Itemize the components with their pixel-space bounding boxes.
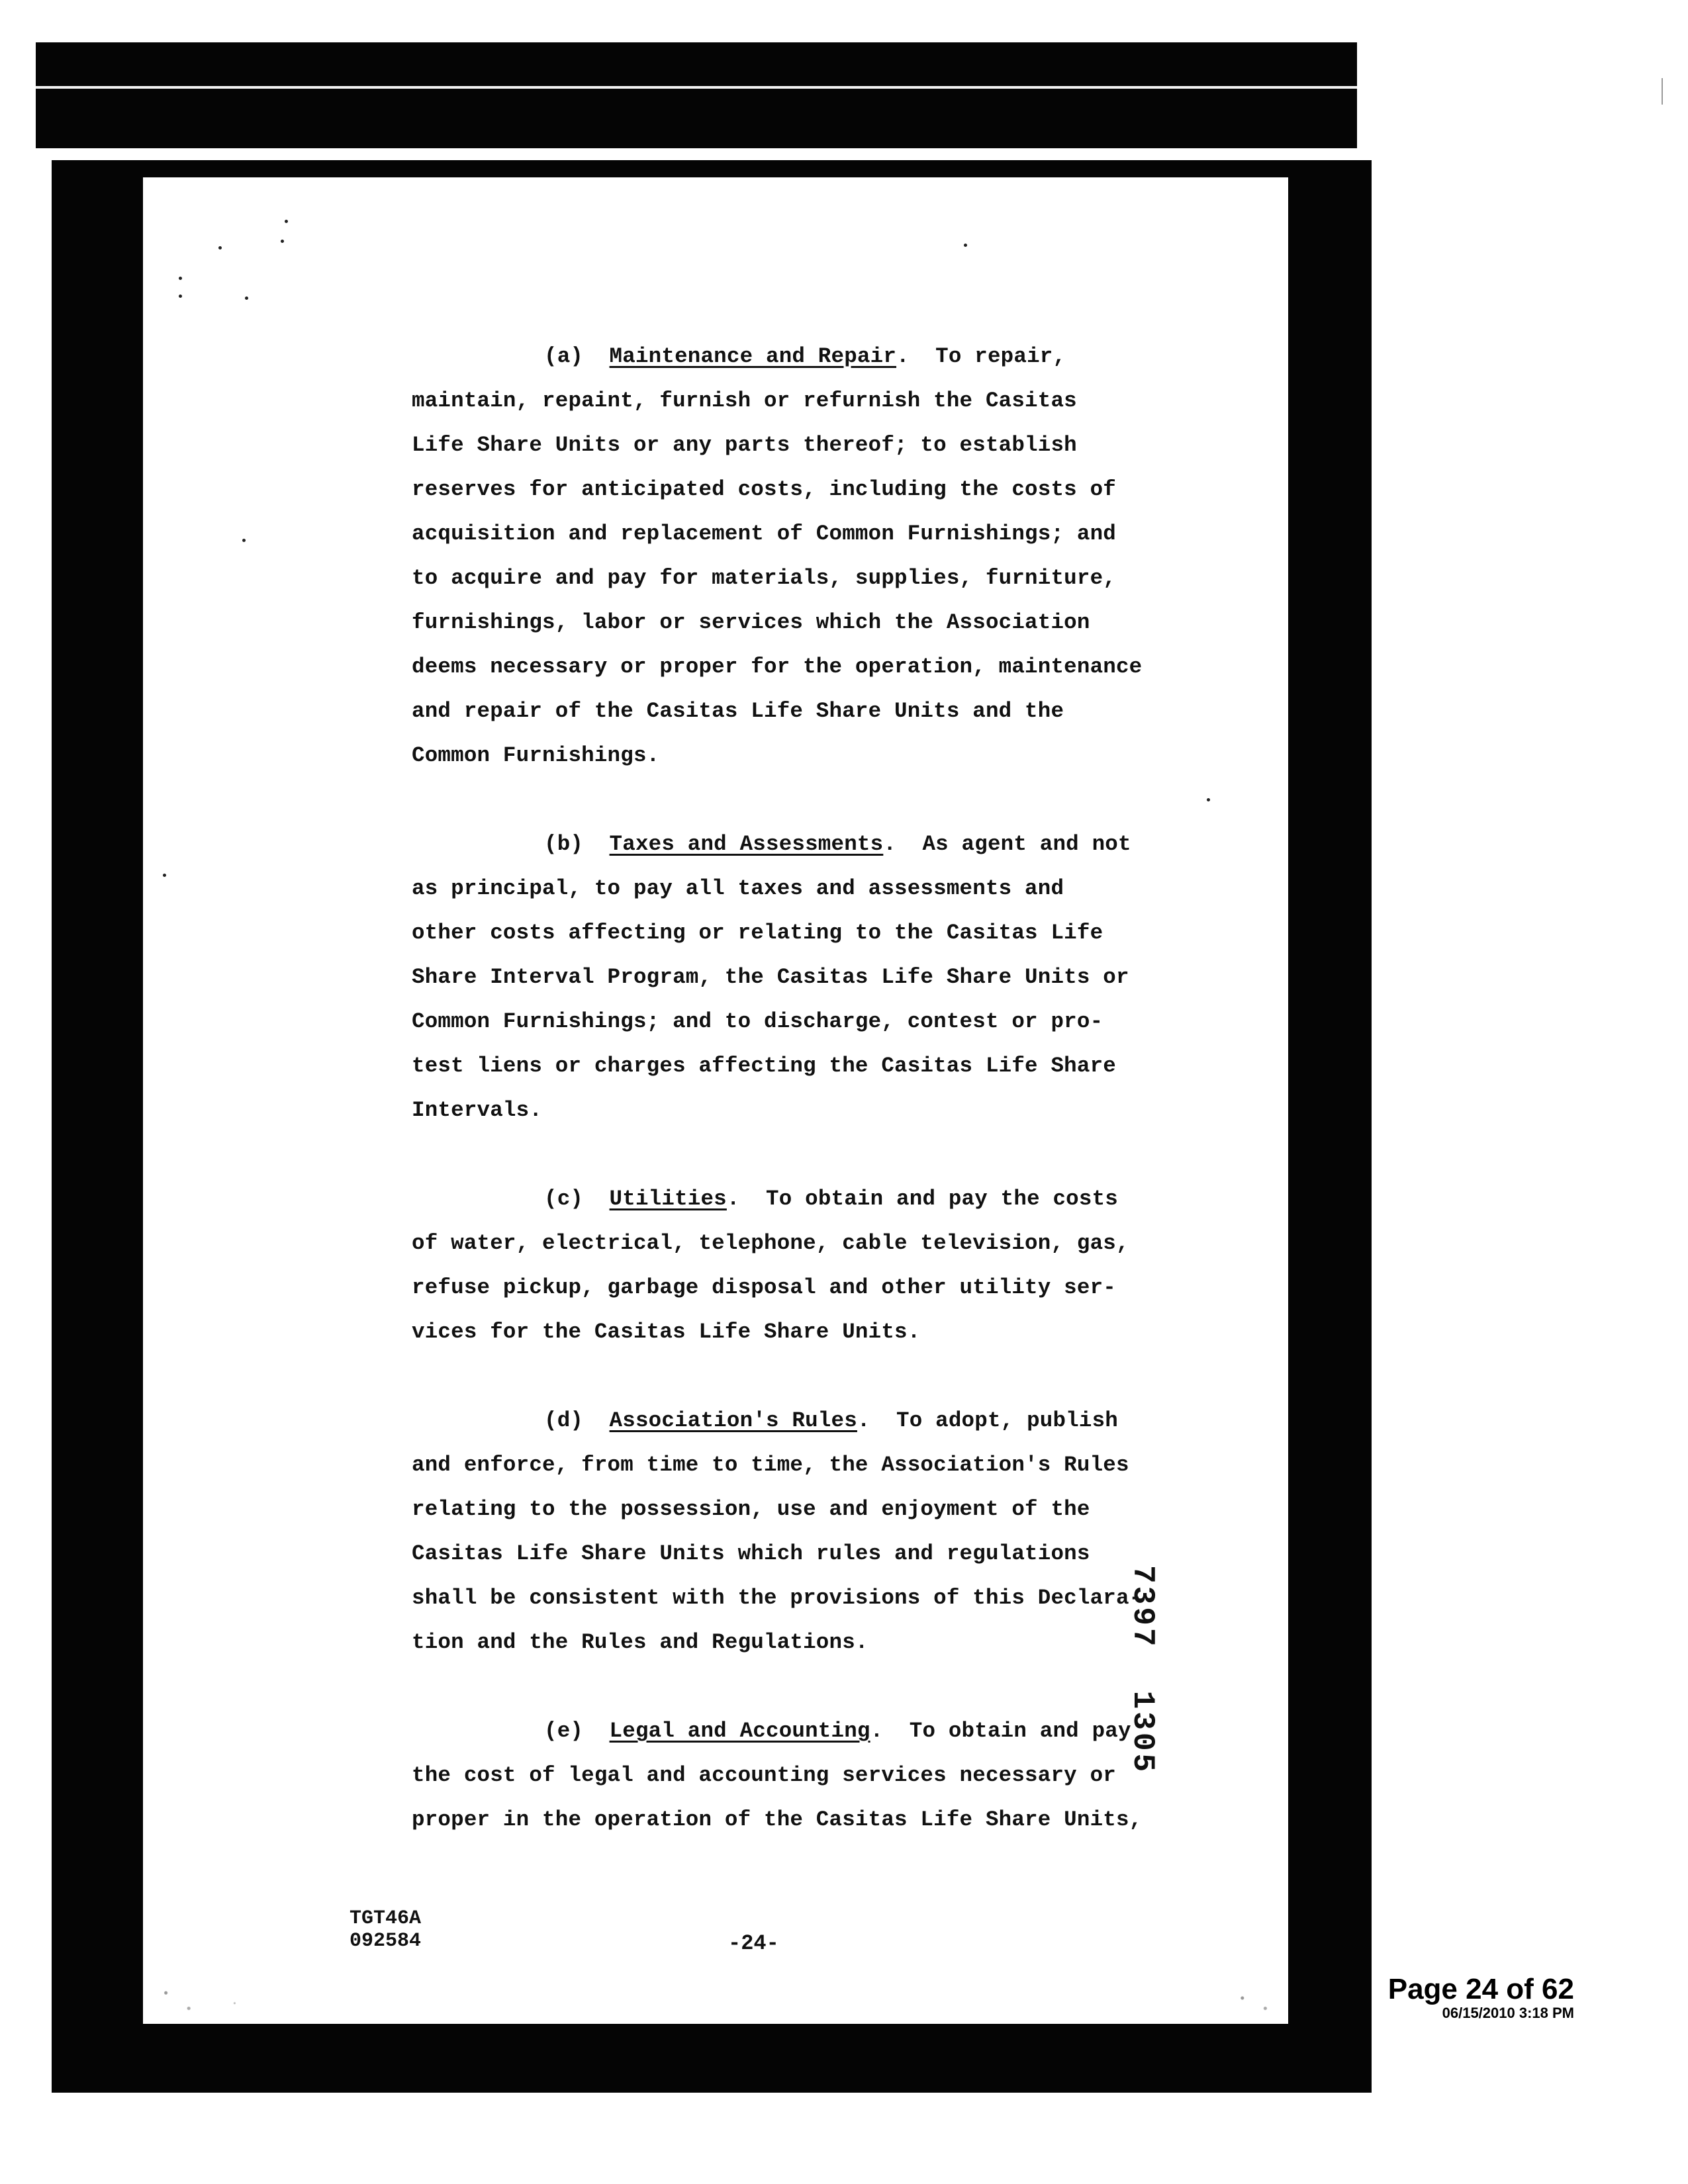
document-code-line1: TGT46A bbox=[350, 1907, 422, 1930]
paragraph-heading: Taxes and Assessments bbox=[609, 832, 884, 856]
paragraph-line: Common Furnishings. bbox=[412, 743, 660, 768]
paragraph-line: the cost of legal and accounting services necessary or bbox=[412, 1763, 1116, 1788]
paragraph-line: of water, electrical, telephone, cable television, gas, bbox=[412, 1231, 1129, 1255]
paragraph-first-line-text: . As agent and not bbox=[883, 832, 1131, 856]
paragraph-line: relating to the possession, use and enjoyment of the bbox=[412, 1497, 1090, 1522]
document-code-line2: 092584 bbox=[350, 1930, 422, 1952]
paragraph-line: reserves for anticipated costs, including the costs of bbox=[412, 477, 1116, 502]
paragraph-line: proper in the operation of the Casitas Life Share Units, bbox=[412, 1807, 1143, 1832]
scan-edge-mark bbox=[1662, 78, 1663, 105]
recording-number: 7397 1305 bbox=[1125, 1565, 1160, 1775]
paragraph-line: Casitas Life Share Units which rules and regulations bbox=[412, 1541, 1090, 1566]
paragraph-line: maintain, repaint, furnish or refurnish the Casitas bbox=[412, 388, 1077, 413]
paragraph-first-line-text: . To obtain and pay bbox=[870, 1719, 1131, 1743]
paragraph-line: tion and the Rules and Regulations. bbox=[412, 1630, 868, 1655]
scan-dot bbox=[1207, 798, 1210, 801]
paragraph bbox=[412, 1177, 1193, 1354]
paragraph-line: other costs affecting or relating to the Casitas Life bbox=[412, 921, 1103, 945]
paragraph-line: and repair of the Casitas Life Share Units and the bbox=[412, 699, 1064, 723]
scan-top-band-line bbox=[36, 86, 1357, 89]
paragraph-first-line bbox=[412, 1398, 1193, 1443]
paragraph bbox=[412, 822, 1193, 1132]
paragraph bbox=[412, 334, 1193, 778]
paragraph-line: Share Interval Program, the Casitas Life Share Units or bbox=[412, 965, 1129, 989]
paragraph-first-line-text: . To obtain and pay the costs bbox=[726, 1187, 1118, 1211]
paragraph-first-line bbox=[412, 822, 1193, 866]
paragraph-line: Life Share Units or any parts thereof; to establish bbox=[412, 433, 1077, 457]
scan-dot bbox=[218, 246, 222, 250]
paragraph-line: Common Furnishings; and to discharge, contest or pro- bbox=[412, 1009, 1103, 1034]
scan-dot bbox=[179, 277, 182, 280]
scan-top-band bbox=[36, 42, 1357, 148]
paragraph-line: refuse pickup, garbage disposal and other utility ser- bbox=[412, 1275, 1116, 1300]
scan-dot bbox=[964, 244, 967, 247]
paragraph-heading: Maintenance and Repair bbox=[609, 344, 897, 369]
scan-dot bbox=[163, 874, 166, 877]
paragraph-label: (c) bbox=[544, 1187, 584, 1211]
paragraph-line: deems necessary or proper for the operation, maintenance bbox=[412, 655, 1143, 679]
page-indicator bbox=[1376, 1974, 1574, 2021]
scan-dot bbox=[179, 295, 182, 298]
document-body bbox=[412, 334, 1193, 1886]
scan-dot bbox=[242, 539, 246, 542]
page-number: -24- bbox=[728, 1931, 779, 1956]
paragraph-line: vices for the Casitas Life Share Units. bbox=[412, 1320, 921, 1344]
scan-dot bbox=[245, 296, 248, 300]
paragraph-line: as principal, to pay all taxes and assessments and bbox=[412, 876, 1064, 901]
page-count-label: Page 24 of 62 bbox=[1387, 1973, 1574, 2005]
document-code bbox=[350, 1907, 421, 1952]
paragraph-line: shall be consistent with the provisions of this Declara- bbox=[412, 1586, 1143, 1610]
paragraph-first-line bbox=[412, 334, 1193, 379]
scan-dot bbox=[285, 220, 288, 223]
paragraph-heading: Utilities bbox=[609, 1187, 727, 1211]
paragraph-heading: Association's Rules bbox=[609, 1408, 857, 1433]
paragraph-line: furnishings, labor or services which the Association bbox=[412, 610, 1090, 635]
scan-dot bbox=[281, 240, 284, 243]
paragraph-label: (d) bbox=[544, 1408, 584, 1433]
paragraph-label: (b) bbox=[544, 832, 584, 856]
paragraph-heading: Legal and Accounting bbox=[609, 1719, 870, 1743]
paragraph-line: to acquire and pay for materials, supplies, furniture, bbox=[412, 566, 1116, 590]
print-timestamp: 06/15/2010 3:18 PM bbox=[1442, 2005, 1574, 2021]
paragraph-label: (e) bbox=[544, 1719, 584, 1743]
paragraph-line: Intervals. bbox=[412, 1098, 543, 1122]
paragraph-first-line-text: . To adopt, publish bbox=[857, 1408, 1118, 1433]
paragraph-label: (a) bbox=[544, 344, 584, 369]
scan-speckle bbox=[143, 1972, 1288, 2024]
paragraph-line: acquisition and replacement of Common Furnishings; and bbox=[412, 522, 1116, 546]
paragraph-line: test liens or charges affecting the Casitas Life Share bbox=[412, 1054, 1116, 1078]
paragraph-first-line bbox=[412, 1177, 1193, 1221]
paragraph bbox=[412, 1709, 1193, 1842]
paragraph bbox=[412, 1398, 1193, 1664]
paragraph-first-line-text: . To repair, bbox=[896, 344, 1066, 369]
paragraph-line: and enforce, from time to time, the Association's Rules bbox=[412, 1453, 1129, 1477]
paragraph-first-line bbox=[412, 1709, 1193, 1753]
